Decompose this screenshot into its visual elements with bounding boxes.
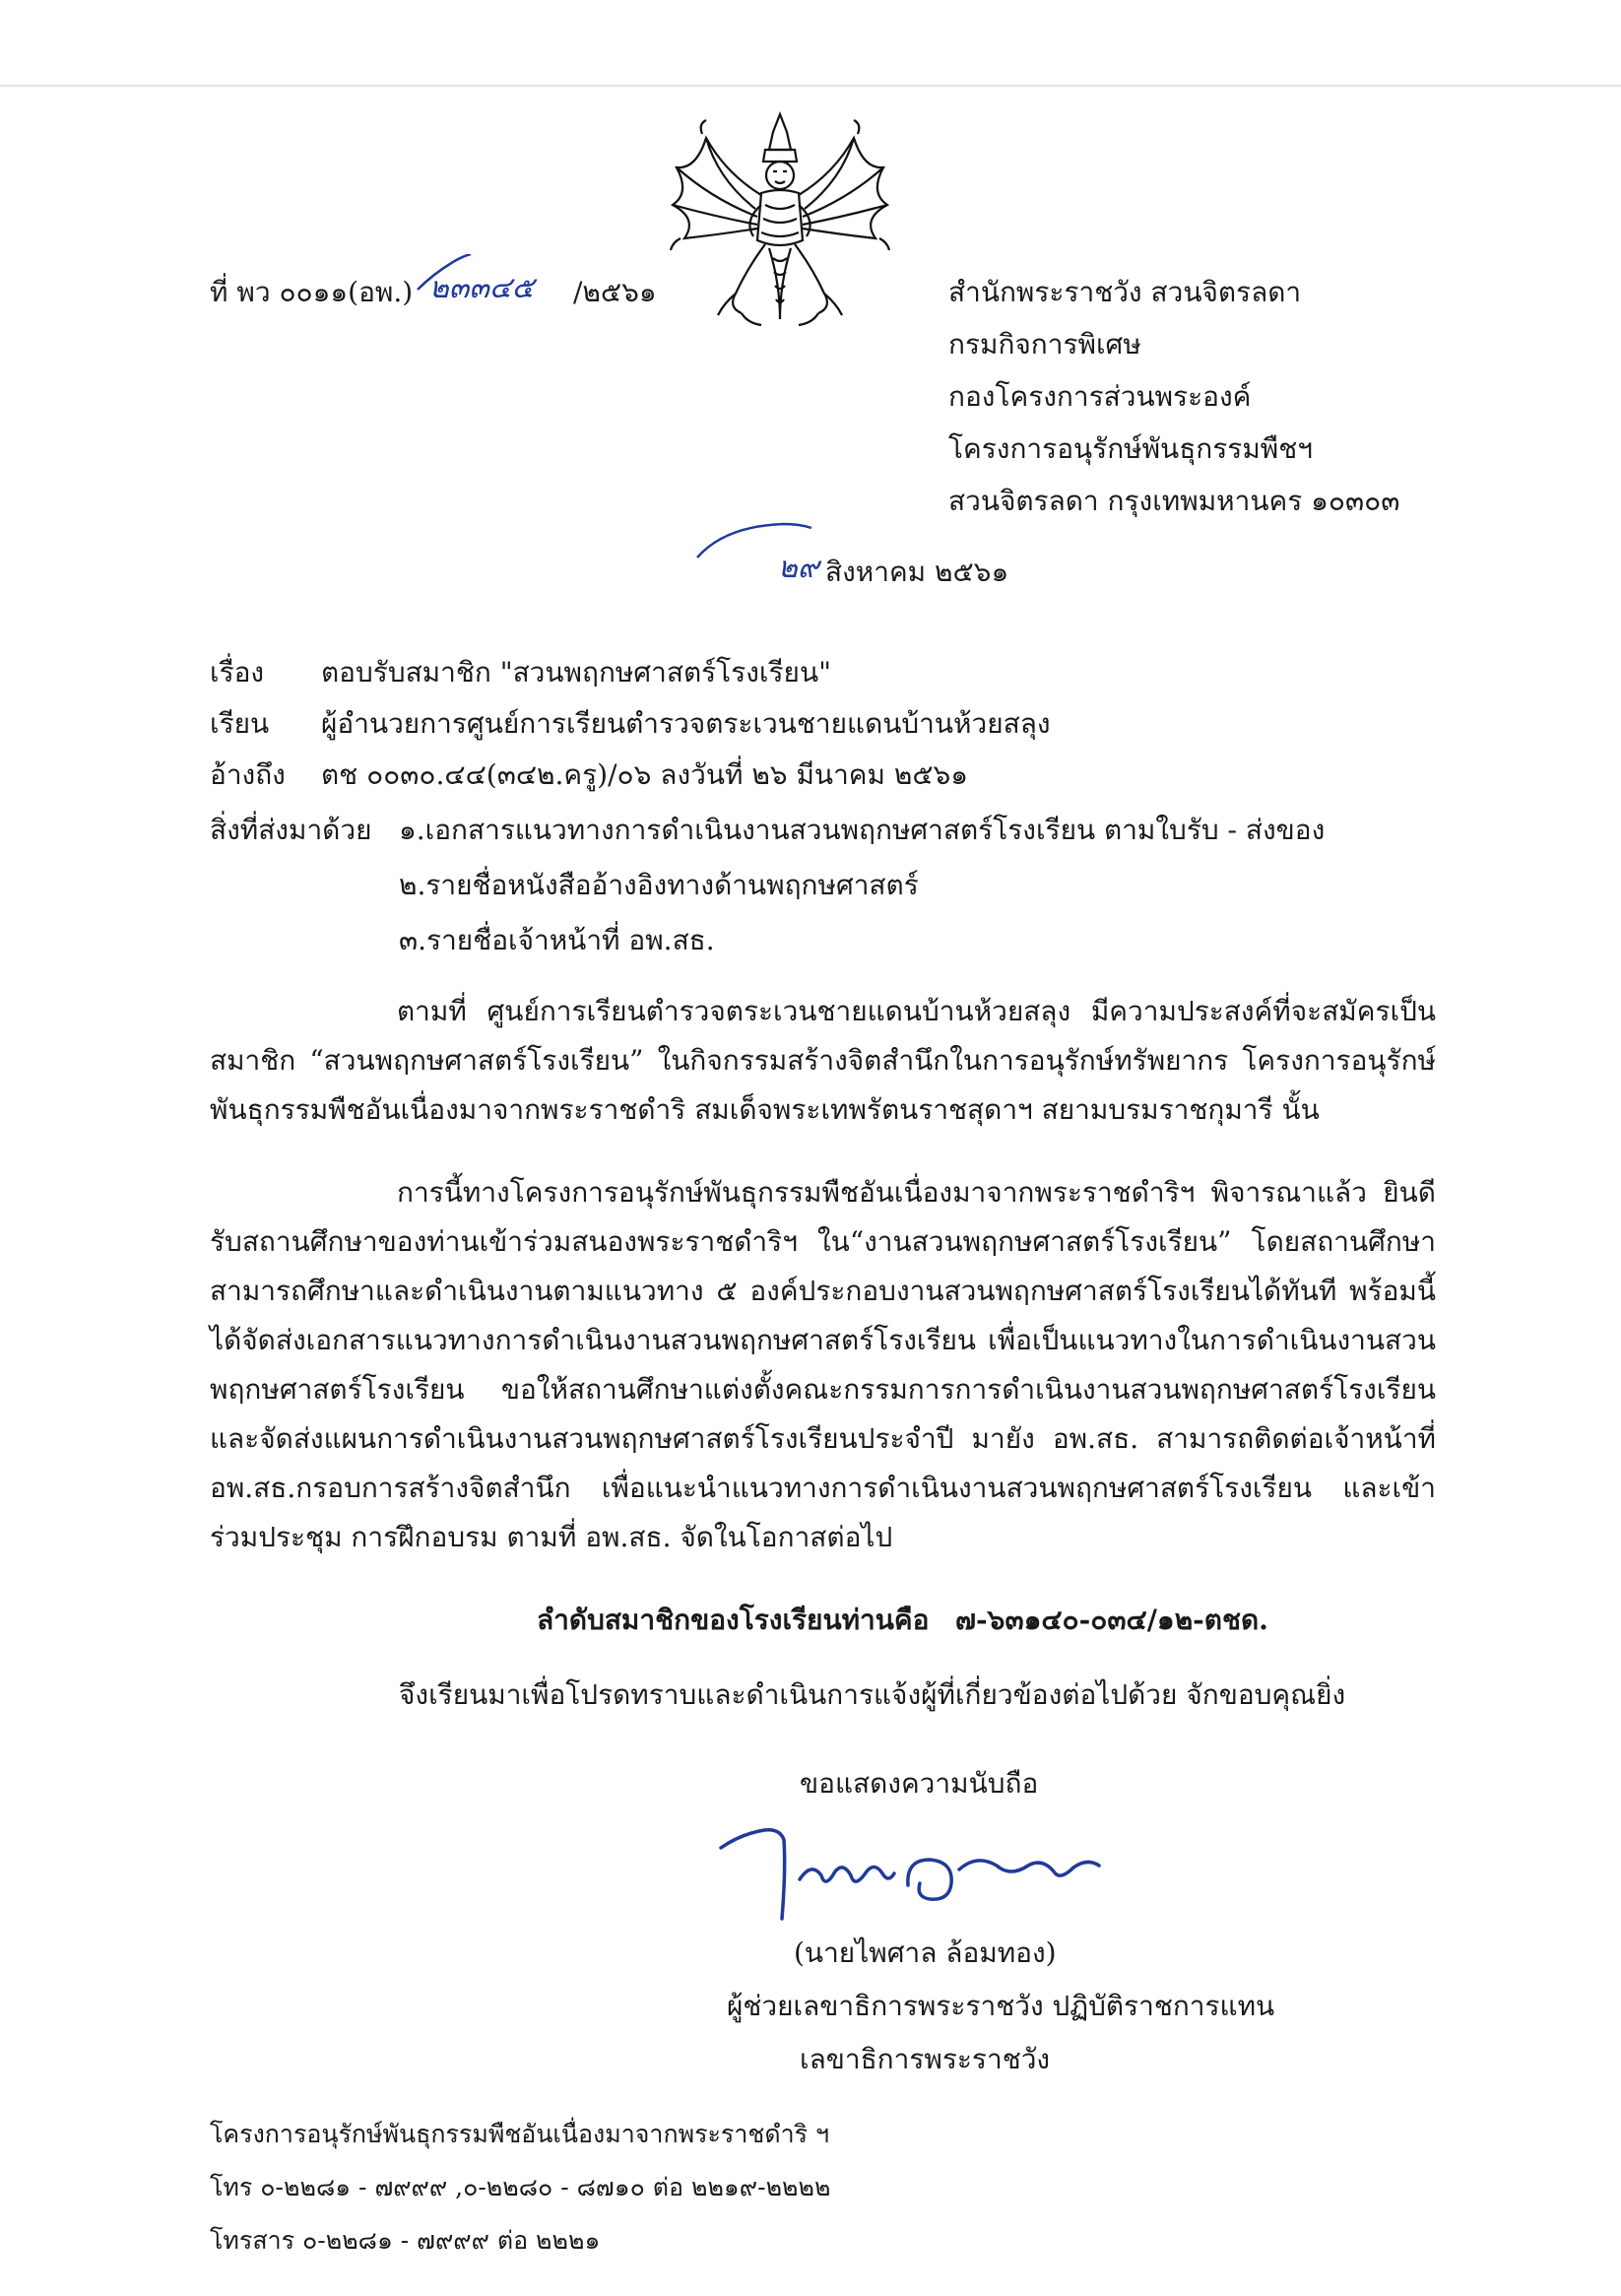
sender-line-1: สำนักพระราชวัง สวนจิตรลดา xyxy=(948,276,1302,308)
enclosure-label: สิ่งที่ส่งมาด้วย xyxy=(210,814,372,846)
signatory-title-line-2: เลขาธิการพระราชวัง xyxy=(800,2043,1051,2075)
sender-line-4: โครงการอนุรักษ์พันธุกรรมพืชฯ xyxy=(948,432,1313,465)
subject-text: ตอบรับสมาชิก "สวนพฤกษศาสตร์โรงเรียน" xyxy=(321,656,831,689)
body-paragraph-1 xyxy=(210,987,1436,1135)
member-number-value: ๗-๖๓๑๔๐-๐๓๔/๑๒-ตชด. xyxy=(955,1604,1268,1636)
footer-telephone: โทร ๐-๒๒๘๑ - ๗๙๙๙ ,๐-๒๒๘๐ - ๘๗๑๐ ต่อ ๒๒๑๙-๒๒๒๒ xyxy=(210,2173,831,2201)
reference-number-handwritten: ๒๓๓๔๕ xyxy=(429,271,535,305)
sender-line-2: กรมกิจการพิเศษ xyxy=(948,328,1141,361)
garuda-emblem-icon xyxy=(667,110,893,335)
body-paragraph-2 xyxy=(210,1168,1436,1562)
subject-label: เรื่อง xyxy=(210,656,265,689)
member-number-label: ลำดับสมาชิกของโรงเรียนท่านคือ xyxy=(537,1604,930,1636)
signature-closing: ขอแสดงความนับถือ xyxy=(800,1767,1039,1800)
reference-text: ตช ๐๐๓๐.๔๔(๓๔๒.ครู)/๐๖ ลงวันที่ ๒๖ มีนาคม ๒๕๖๑ xyxy=(321,758,969,791)
body-paragraph-2-text: การนี้ทางโครงการอนุรักษ์พันธุกรรมพืชอันเนื่องมาจากพระราชดำริฯ พิจารณาแล้ว ยินดีรับสถานศึกษาของท่านเข้าร่วมสนองพระราชดำริฯ ใน“งานสวนพฤกษศาสตร์โรงเรียน” โดยสถานศึกษาสามารถศึกษาและดำเนินงานตามแนวทาง ๕ องค์ประกอบงานสวนพฤกษศาสตร์โรงเรียนได้ทันที พร้อมนี้ได้จัดส่งเอกสารแนวทางการดำเนินงานสวนพฤกษศาสตร์โรงเรียน เพื่อเป็นแนวทางในการดำเนินงานสวนพฤกษศาสตร์โรงเรียน ขอให้สถานศึกษาแต่งตั้งคณะกรรมการการดำเนินงานสวนพฤกษศาสตร์โรงเรียน และจัดส่งแผนการดำเนินงานสวนพฤกษศาสตร์โรงเรียนประจำปี มายัง อพ.สธ. สามารถติดต่อเจ้าหน้าที่ อพ.สธ.กรอบการสร้างจิตสำนึก เพื่อแนะนำแนวทางการดำเนินงานสวนพฤกษศาสตร์โรงเรียน และเข้าร่วมประชุม การฝึกอบรม ตามที่ อพ.สธ. จัดในโอกาสต่อไป xyxy=(210,1176,1436,1553)
footer-fax: โทรสาร ๐-๒๒๘๑ - ๗๙๙๙ ต่อ ๒๒๒๑ xyxy=(210,2226,601,2255)
sender-line-5: สวนจิตรลดา กรุงเทพมหานคร ๑๐๓๐๓ xyxy=(948,485,1400,517)
to-text: ผู้อำนวยการศูนย์การเรียนตำรวจตระเวนชายแดนบ้านห้วยสลุง xyxy=(321,707,1051,740)
reference-label: อ้างถึง xyxy=(210,758,286,791)
enclosure-item-1: ๑.เอกสารแนวทางการดำเนินงานสวนพฤกษศาสตร์โรงเรียน ตามใบรับ - ส่งของ xyxy=(399,814,1326,846)
enclosure-item-3: ๓.รายชื่อเจ้าหน้าที่ อพ.สธ. xyxy=(399,924,715,956)
footer-organization: โครงการอนุรักษ์พันธุกรรมพืชอันเนื่องมาจากพระราชดำริ ฯ xyxy=(210,2120,830,2148)
signatory-title-line-1: ผู้ช่วยเลขาธิการพระราชวัง ปฏิบัติราชการแทน xyxy=(727,1990,1275,2022)
date-day-handwritten: ๒๙ xyxy=(778,551,819,585)
sender-line-3: กองโครงการส่วนพระองค์ xyxy=(948,380,1252,413)
signatory-name: (นายไพศาล ล้อมทอง) xyxy=(794,1936,1057,1969)
handwritten-signature xyxy=(701,1810,1115,1929)
enclosure-item-2: ๒.รายชื่อหนังสืออ้างอิงทางด้านพฤกษศาสตร์ xyxy=(399,869,919,901)
reference-number-prefix: ที่ พว ๐๐๑๑(อพ.) xyxy=(210,276,414,308)
date-month-year: สิงหาคม ๒๕๖๑ xyxy=(825,556,1009,588)
closing-request: จึงเรียนมาเพื่อโปรดทราบและดำเนินการแจ้งผู้ที่เกี่ยวข้องต่อไปด้วย จักขอบคุณยิ่ง xyxy=(399,1678,1346,1711)
reference-number-suffix: /๒๕๖๑ xyxy=(573,276,657,308)
scan-top-line xyxy=(0,85,1621,87)
to-label: เรียน xyxy=(210,707,270,740)
body-paragraph-1-text: ตามที่ ศูนย์การเรียนตำรวจตระเวนชายแดนบ้านห้วยสลุง มีความประสงค์ที่จะสมัครเป็นสมาชิก “สวนพฤกษศาสตร์โรงเรียน” ในกิจกรรมสร้างจิตสำนึกในการอนุรักษ์ทรัพยากร โครงการอนุรักษ์พันธุกรรมพืชอันเนื่องมาจากพระราชดำริ สมเด็จพระเทพรัตนราชสุดาฯ สยามบรมราชกุมารี นั้น xyxy=(210,995,1436,1126)
